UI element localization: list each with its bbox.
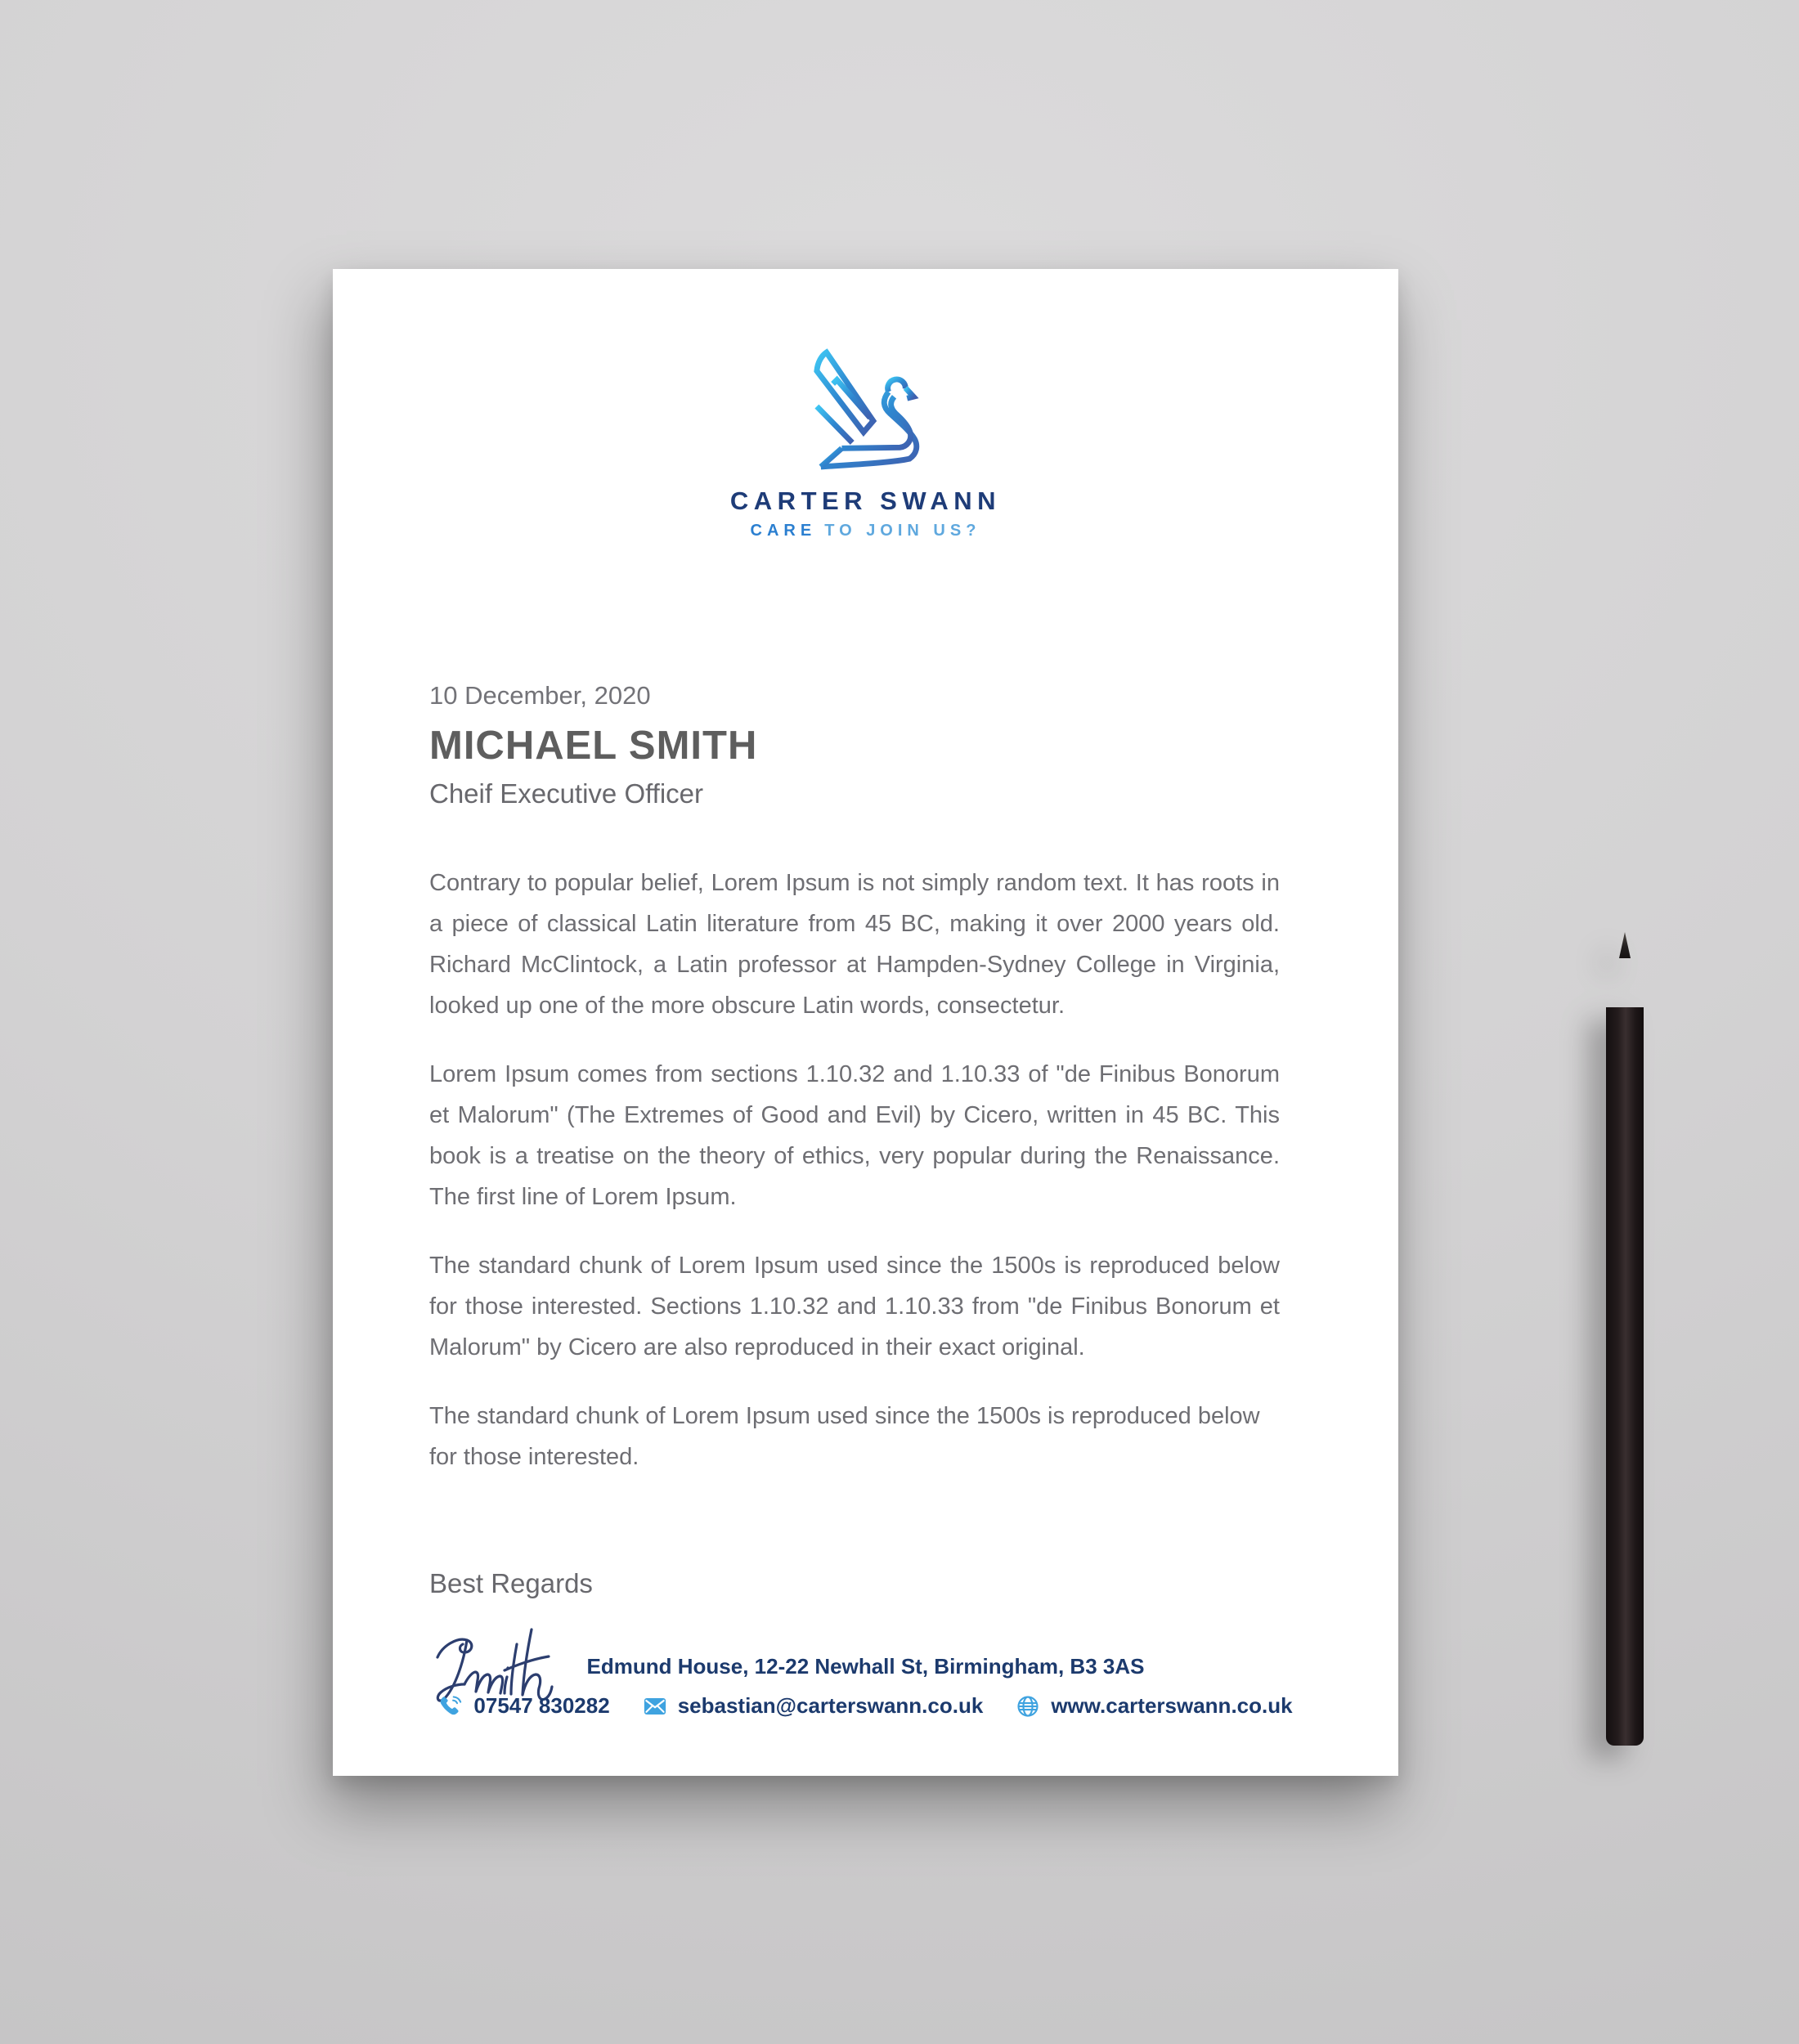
pencil-graphite-tip [1619, 932, 1631, 958]
brand-tagline-rest: TO JOIN US? [824, 522, 981, 540]
pencil-wood-cone [1606, 957, 1644, 1007]
closing-line: Best Regards [429, 1568, 593, 1598]
letter-paragraph: Lorem Ipsum comes from sections 1.10.32 and 1.10.33 of "de Finibus Bonorum et Malorum" (The Extremes of Good and Evil) by Cicero, written in 45 BC. This book is a treatise on the theory of ethics, very popular during the Renaissance. The first line of Lorem Ipsum. [429, 1061, 1280, 1210]
letter-paragraph: The standard chunk of Lorem Ipsum used since the 1500s is reproduced below for those interested. [429, 1403, 1260, 1470]
website-contact [1016, 1693, 1292, 1719]
contact-row [333, 1693, 1398, 1719]
letter-paragraph: Contrary to popular belief, Lorem Ipsum is not simply random text. It has roots in a piece of classical Latin literature from 45 BC, making it over 2000 years old. Richard McClintock, a Latin professor at Hampden-Sydney College in Virginia, looked up one of the more obscure Latin words, consectetur. [429, 870, 1280, 1019]
letter-paragraph: The standard chunk of Lorem Ipsum used since the 1500s is reproduced below for those interested. Sections 1.10.32 and 1.10.33 from "de Finibus Bonorum et Malorum" by Cicero are also reproduced in their exact original. [429, 1253, 1280, 1360]
letter-paper [333, 269, 1398, 1776]
letter-body [429, 863, 1280, 1477]
address-line: Edmund House, 12-22 Newhall St, Birmingham, B3 3AS [586, 1654, 1145, 1679]
globe-icon [1016, 1694, 1040, 1719]
letter-date: 10 December, 2020 [429, 681, 651, 710]
brand-name: CARTER SWANN [729, 486, 1002, 515]
recipient-name: MICHAEL SMITH [429, 724, 758, 768]
pencil-body [1606, 1007, 1644, 1746]
black-pencil [1606, 932, 1644, 1747]
phone-contact [438, 1693, 609, 1719]
brand-tagline-lead: CARE [750, 522, 817, 540]
email-icon [643, 1694, 667, 1719]
email-address: sebastian@carterswann.co.uk [677, 1693, 984, 1718]
phone-number: 07547 830282 [473, 1693, 610, 1718]
recipient-title: Cheif Executive Officer [429, 778, 704, 809]
swan-icon [810, 344, 922, 475]
brand-logo-block [333, 344, 1398, 540]
brand-tagline [333, 522, 1398, 540]
phone-icon [438, 1694, 463, 1719]
email-contact [643, 1693, 984, 1719]
letterhead-footer [333, 1652, 1398, 1719]
website-url: www.carterswann.co.uk [1051, 1693, 1293, 1718]
letter-content [429, 680, 1280, 1710]
